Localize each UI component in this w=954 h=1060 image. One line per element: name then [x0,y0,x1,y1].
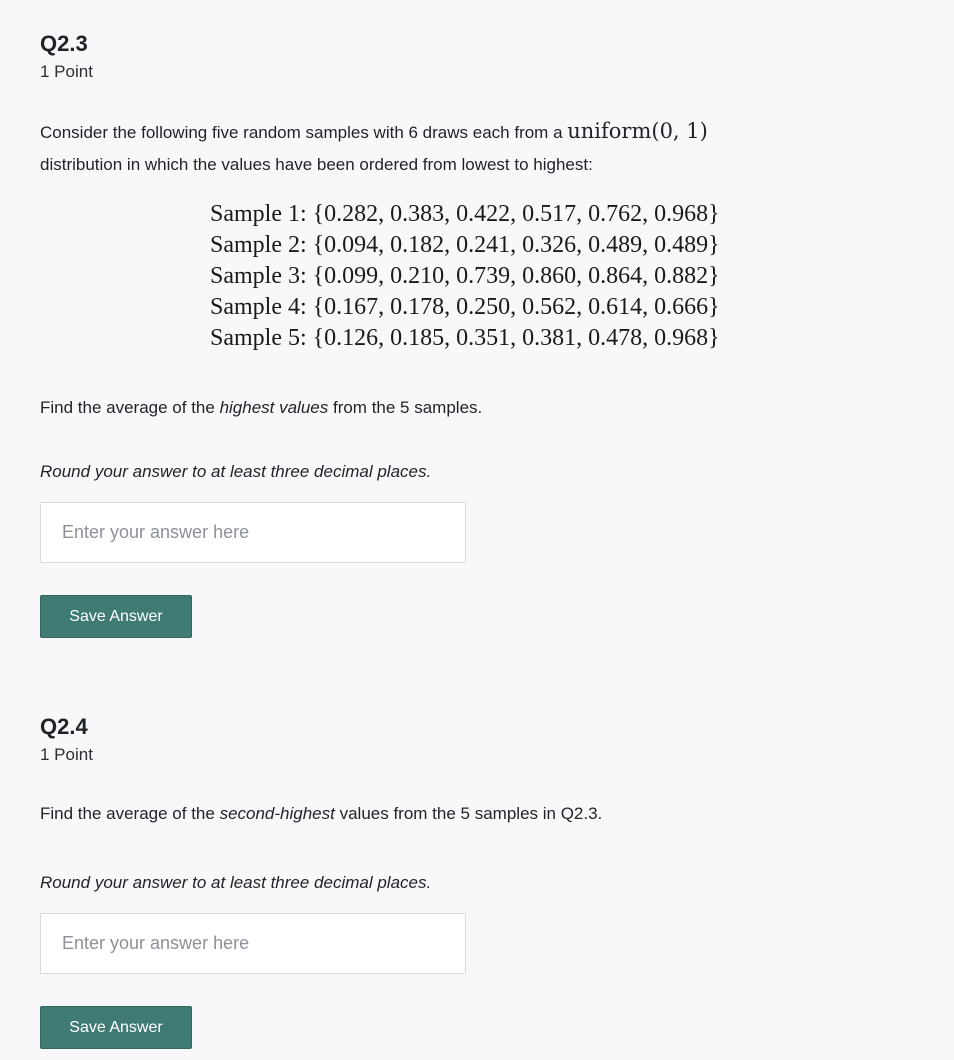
answer-input-q2-3[interactable] [40,502,466,563]
prompt-text-end: distribution in which the values have been ordered from lowest to highest: [40,155,593,174]
save-answer-button-q2-3[interactable]: Save Answer [40,595,192,638]
sample-2: Sample 2: {0.094, 0.182, 0.241, 0.326, 0.489, 0.489} [210,232,720,258]
find-instruction [40,798,920,830]
question-q2-4 [40,713,920,1049]
question-points: 1 Point [40,62,93,81]
save-answer-button-q2-4[interactable]: Save Answer [40,1006,192,1049]
question-points: 1 Point [40,745,93,764]
sample-1: Sample 1: {0.282, 0.383, 0.422, 0.517, 0.762, 0.968} [210,201,720,227]
question-title: Q2.3 [40,31,88,56]
find-text-end: values from the 5 samples in Q2.3. [334,804,603,823]
sample-5: Sample 5: {0.126, 0.185, 0.351, 0.381, 0.478, 0.968} [210,325,720,351]
sample-3: Sample 3: {0.099, 0.210, 0.739, 0.860, 0.864, 0.882} [210,263,720,289]
rounding-note: Round your answer to at least three decimal places. [40,873,432,892]
rounding-note: Round your answer to at least three decimal places. [40,462,432,481]
find-emphasis: highest values [219,398,329,417]
question-title: Q2.4 [40,714,88,739]
answer-input-q2-4[interactable] [40,913,466,974]
question-q2-3 [40,30,920,638]
find-text-start: Find the average of the [40,398,220,417]
prompt-math-uniform: uniform(0, 1) [567,119,708,143]
prompt-text-start: Consider the following five random samples with 6 draws each from a [40,123,568,142]
find-emphasis: second-highest [219,804,335,823]
find-text-end: from the 5 samples. [328,398,483,417]
find-instruction [40,396,920,420]
samples-block [210,199,920,354]
sample-4: Sample 4: {0.167, 0.178, 0.250, 0.562, 0.614, 0.666} [210,294,720,320]
find-text-start: Find the average of the [40,804,220,823]
question-prompt [40,115,920,181]
